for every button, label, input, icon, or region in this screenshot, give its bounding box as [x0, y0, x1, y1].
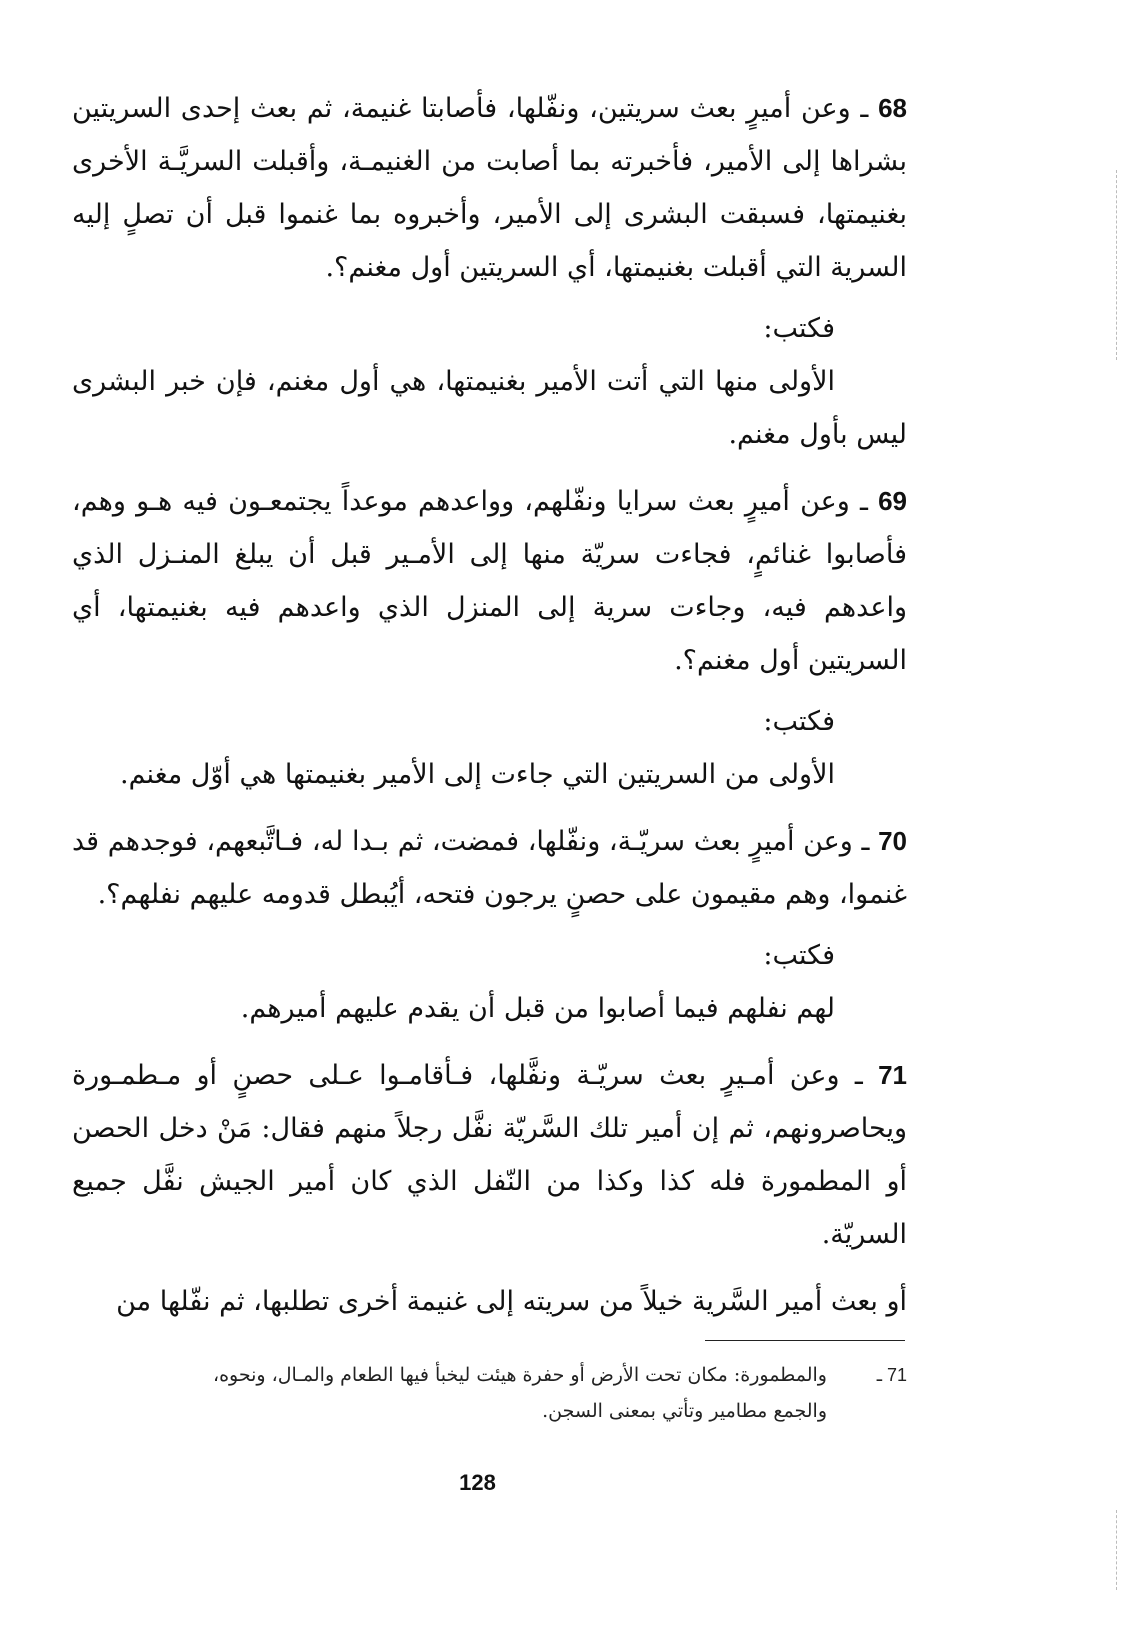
- reply-text: لهم نفلهم فيما أصابوا من قبل أن يقدم عليهم أميرهم.: [240, 993, 835, 1024]
- reply-label: فكتب:: [763, 706, 835, 737]
- paragraph-70: [72, 815, 907, 921]
- paragraph-68: [72, 82, 907, 294]
- paragraph-number: 71: [878, 1060, 907, 1090]
- footnote-line: [72, 1357, 907, 1393]
- reply-label: فكتب:: [763, 940, 835, 971]
- footnote-text: والمطمورة: مكان تحت الأرض أو حفرة هيئت ليخبأ فيها الطعام والمـال، ونحوه،: [212, 1364, 827, 1386]
- footnote-text: والجمع مطامير وتأتي بمعنى السجن.: [542, 1400, 827, 1422]
- paragraph-number: 70: [878, 826, 907, 856]
- paragraph-text: ـ وعن أميرٍ بعث سرايا ونفّلهم، وواعدهم موعداً يجتمعـون فيه هـو وهم، فأصابوا غنائمٍ، فجاءت سريّة منها إلى الأمـير قبل أن يبلغ المنـزل الذي واعدهم فيه، وجاءت سرية إلى المنزل الذي واعدهم فيه بغنيمتها، أي السريتين أول مغنم؟.: [72, 486, 907, 676]
- continuation-paragraph: أو بعث أمير السَّرية خيلاً من سريته إلى غنيمة أخرى تطلبها، ثم نفّلها من: [116, 1286, 907, 1317]
- paragraph-69: [72, 475, 907, 687]
- reply-text: الأولى من السريتين التي جاءت إلى الأمير بغنيمتها هي أوّل مغنم.: [120, 759, 835, 790]
- paragraph-71: [72, 1049, 907, 1261]
- reply-label: فكتب:: [763, 313, 835, 344]
- page-body: [72, 82, 907, 1342]
- page-number: 128: [459, 1470, 496, 1495]
- reply-text: الأولى منها التي أتت الأمير بغنيمتها، هي أول مغنم، فإن خبر البشرى ليس بأول مغنم.: [72, 366, 907, 450]
- paragraph-text: ـ وعن أميرٍ بعث سريتين، ونفّلها، فأصابتا غنيمة، ثم بعث إحدى السريتين بشراها إلى الأمير، فأخبرته بما أصابت من الغنيمـة، وأقبلت السريَّـة الأخرى بغنيمتها، فسبقت البشرى إلى الأمير، وأخبروه بما غنموا قبل أن تصلٍ إليه السرية التي أقبلت بغنيمتها، أي السريتين أول مغنم؟.: [72, 93, 907, 283]
- footnote-number: 71 ـ: [876, 1365, 907, 1385]
- paragraph-number: 68: [878, 93, 907, 123]
- footnote-divider: [705, 1340, 905, 1341]
- paragraph-text: ـ وعن أميرٍ بعث سريّـة، ونفّلها، فمضت، ثم بـدا له، فـاتَّبعهم، فوجدهم قد غنموا، وهم مقيمون على حصنٍ يرجون فتحه، أيُبطل قدومه عليهم نفلهم؟.: [72, 826, 907, 910]
- paragraph-text: ـ وعن أمـيرٍ بعث سريّـة ونفَّلها، فـأقامـوا عـلى حصنٍ أو مـطمـورة ويحاصرونهم، ثم إن أمير تلك السَّريّة نفَّل رجلاً منهم فقال: مَنْ دخل الحصن أو المطمورة فله كذا وكذا من النّفل الذي كان أمير الجيش نفَّل جميع السريّة.: [72, 1060, 907, 1250]
- paragraph-number: 69: [878, 486, 907, 516]
- scan-edge-mark: [1116, 1510, 1117, 1590]
- footnote-line: [72, 1393, 907, 1429]
- scan-edge-mark: [1116, 170, 1117, 360]
- footnote: [72, 1357, 907, 1429]
